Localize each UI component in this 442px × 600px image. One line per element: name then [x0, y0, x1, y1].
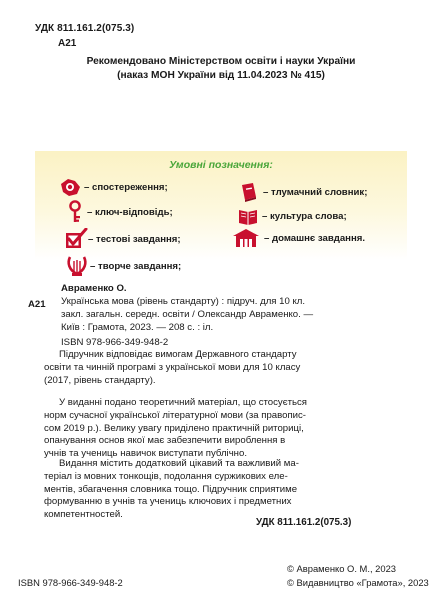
paragraph-line: опанування основ якої має забезпечити вироблення в	[44, 435, 286, 447]
legend-title: Умовні позначення:	[169, 159, 273, 171]
house-icon	[231, 227, 261, 249]
recommendation-line-2: (наказ МОН України від 11.04.2023 № 415)	[117, 70, 325, 81]
camera-icon	[58, 176, 84, 198]
paragraph-line: Підручник відповідає вимогам Державного стандарту	[59, 349, 297, 360]
description-paragraph-3	[44, 458, 394, 522]
author-name: Авраменко О.	[61, 283, 127, 294]
udk-code: УДК 811.161.2(075.3)	[35, 23, 135, 34]
key-icon	[67, 200, 83, 224]
paragraph-line: компетентностей.	[44, 509, 123, 521]
dictionary-icon	[238, 181, 260, 203]
description-paragraph-1	[44, 349, 394, 387]
paragraph-line: сом 2019 р.). Велику увагу приділено практичній риториці,	[44, 422, 304, 434]
udk-code-bottom: УДК 811.161.2(075.3)	[256, 517, 352, 528]
description-paragraph-2	[44, 397, 394, 461]
legend-label: – культура слова;	[262, 210, 347, 222]
legend-item-creative	[66, 254, 181, 278]
legend-label: – тестові завдання;	[88, 233, 181, 245]
lyre-icon	[66, 254, 88, 278]
bibliography-line-2: закл. загальн. середн. освіти / Олександр Авраменко. —	[61, 309, 314, 320]
paragraph-line: норм сучасної української літературної мови (за правопис-	[44, 409, 307, 421]
legend-label: – тлумачний словник;	[263, 186, 368, 198]
paragraph-line: (2017, рівень стандарту).	[44, 374, 156, 386]
bibliography-line-3: Київ : Грамота, 2023. — 208 с. : іл.	[61, 322, 214, 333]
paragraph-line: У виданні подано теоретичний матеріал, що стосується	[59, 397, 307, 408]
legend-item-tests	[64, 228, 181, 250]
bibliography-line-1: Українська мова (рівень стандарту) : підруч. для 10 кл.	[61, 296, 306, 307]
paragraph-line: теріал із мовних тонкощів, подолання суржикових еле-	[44, 470, 288, 482]
legend-label: – ключ-відповідь;	[87, 206, 173, 218]
paragraph-line: Видання містить додатковий цікавий та важливий ма-	[59, 458, 299, 469]
bibliography-index: А21	[28, 299, 46, 310]
copyright-author: © Авраменко О. М., 2023	[287, 563, 397, 574]
library-index: А21	[58, 38, 77, 49]
legend-label: – творче завдання;	[90, 260, 182, 272]
paragraph-line: формуванню в учнів та учениць ключових і предметних	[44, 496, 292, 508]
legend-label: – домашнє завдання.	[264, 232, 366, 244]
paragraph-line: освіти та чинній програмі з української мови для 10 класу	[44, 361, 301, 373]
isbn-bottom: ISBN 978-966-349-948-2	[18, 577, 123, 588]
legend-item-observation	[58, 176, 168, 198]
book-icon	[237, 205, 259, 227]
paragraph-line: ментів, збагачення словника тощо. Підручник сприятиме	[44, 483, 298, 495]
legend-item-answer-key	[67, 200, 173, 224]
legend-label: – спостереження;	[84, 181, 168, 193]
paragraph-line: учнів та учениць навичок виступати публічно.	[44, 448, 247, 460]
checkbox-icon	[64, 228, 88, 250]
copyright-publisher: © Видавництво «Грамота», 2023	[287, 577, 429, 588]
legend-item-homework	[231, 227, 365, 249]
recommendation-line-1: Рекомендовано Міністерством освіти і науки України	[86, 56, 356, 67]
isbn: ISBN 978-966-349-948-2	[61, 337, 169, 348]
legend-item-dictionary	[238, 181, 367, 203]
legend-item-speech-culture	[237, 205, 347, 227]
